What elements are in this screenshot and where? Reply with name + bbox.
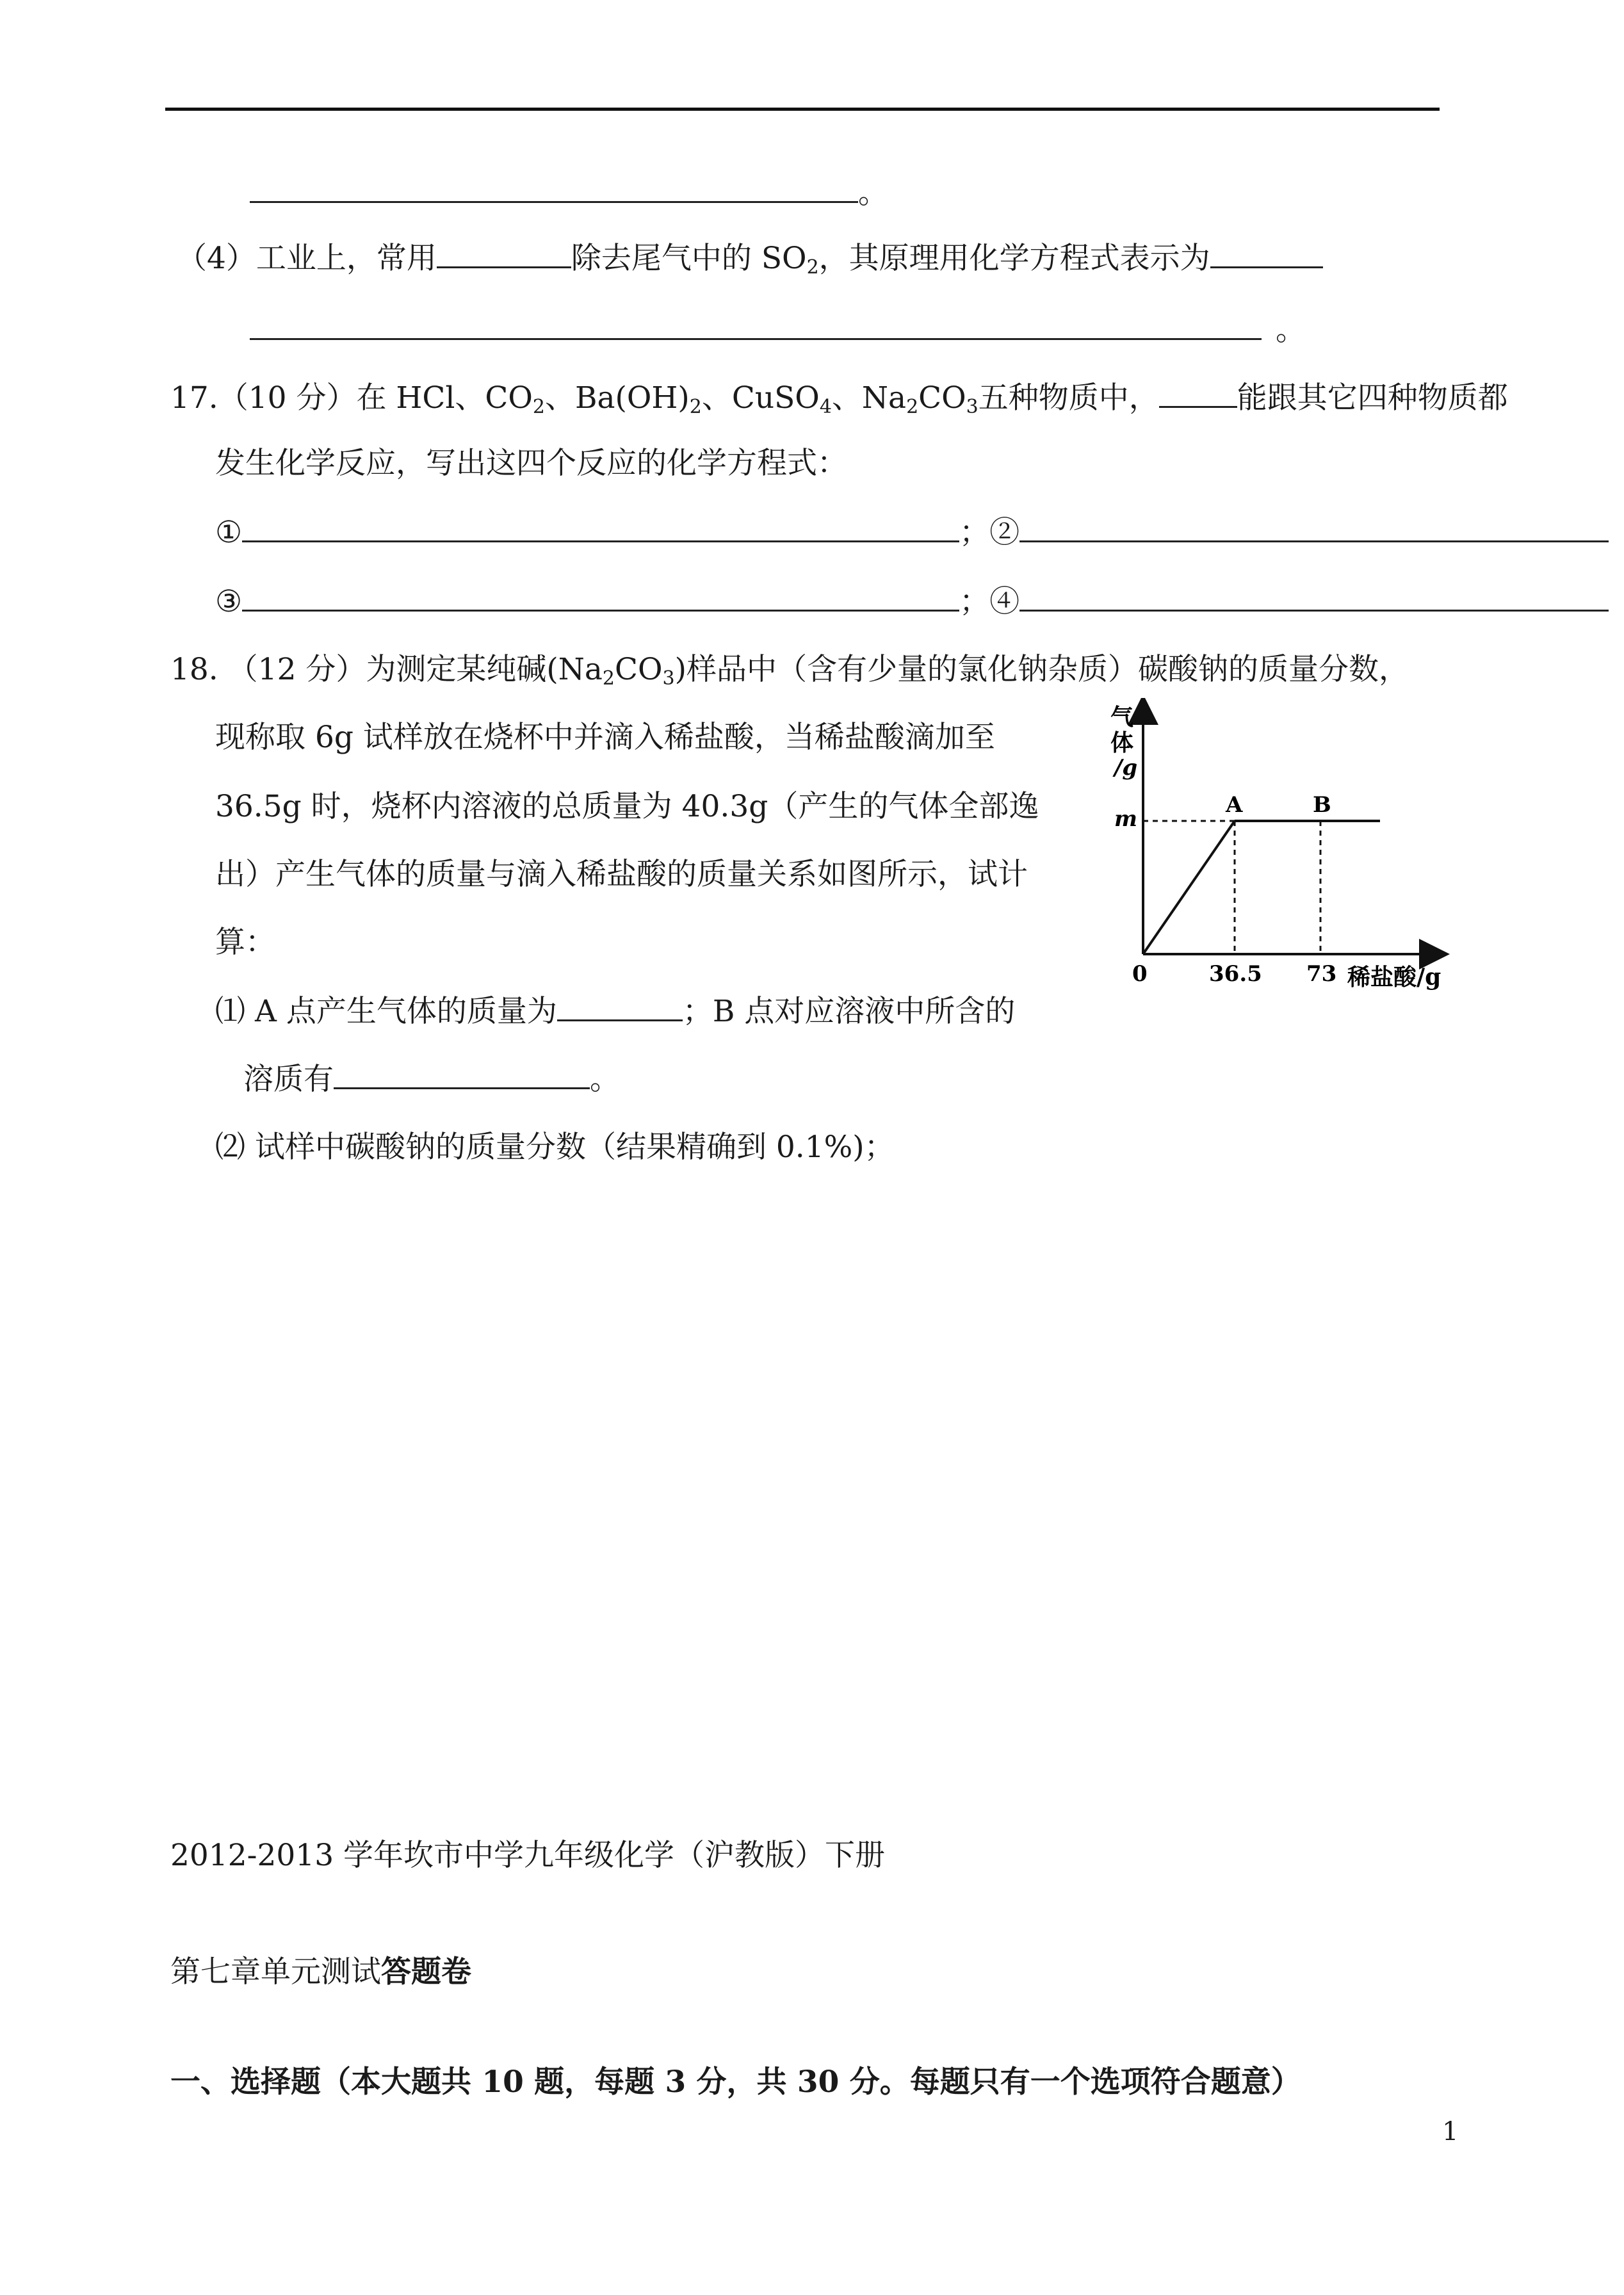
q16-item-4: （4）工业上，常用 除去尾气中的 $SO_2$，其原理用化学方程式表示为 <box>177 238 1323 278</box>
q18-para-line-1: 现称取 6g 试样放在烧杯中并滴入稀盐酸，当稀盐酸滴加至 <box>215 720 995 755</box>
section-1-heading: 一、选择题（本大题共 10 题，每题 3 分，共 30 分。每题只有一个选项符合题意） <box>170 2064 1301 2100</box>
y-label-3: /g <box>1114 755 1138 781</box>
q17-line-2: 发生化学反应，写出这四个反应的化学方程式： <box>215 446 847 481</box>
answer-blank[interactable] <box>437 238 571 268</box>
q18-para-line-4: 算： <box>215 925 275 960</box>
q16-answer-line-2: 。 <box>250 310 1306 350</box>
q16-answer-line-1: 。 <box>250 173 888 213</box>
equation-blank-1[interactable] <box>242 512 959 542</box>
q18-sub-2: ⑵ 试样中碳酸钠的质量分数（结果精确到 0.1%)； <box>215 1130 895 1165</box>
q18-stem: 18. （12 分）为测定某纯碱$(Na_2CO_3)$样品中（含有少量的氯化钠杂质）碳酸钠的质量分数， <box>170 652 1409 690</box>
q18-sub-1: ⑴ A 点产生气体的质量为 ；B 点对应溶液中所含的 <box>215 991 1015 1031</box>
q18-sub-1-cont: 溶质有 。 <box>243 1059 620 1099</box>
y-tick-m: m <box>1114 806 1137 832</box>
answer-blank[interactable] <box>250 173 858 203</box>
gas-mass-chart <box>1089 698 1473 1005</box>
equation-blank-3[interactable] <box>242 581 959 612</box>
q17-equation-row-2: ③ ；④ <box>215 581 1609 621</box>
x-tick-73: 73 <box>1306 961 1337 987</box>
answer-sheet-subtitle: 第七章单元测试答题卷 <box>170 1954 471 1990</box>
y-label-1: 气 <box>1110 704 1134 731</box>
q18-para-line-3: 出）产生气体的质量与滴入稀盐酸的质量关系如图所示，试计 <box>215 857 1028 892</box>
q17-equation-row-1: ① ；② <box>215 512 1609 552</box>
equation-blank-4[interactable] <box>1019 581 1609 612</box>
x-axis-label: 稀盐酸/g <box>1347 964 1441 991</box>
answer-blank[interactable] <box>1159 378 1237 408</box>
q17-stem: 17.（10 分）在 HCl、$CO_2$、$Ba(OH)_2$、CuSO$_4$、$Na_2CO_3$五种物质中， 能跟其它四种物质都 <box>170 378 1508 418</box>
answer-sheet-title: 2012-2013 学年坎市中学九年级化学（沪教版）下册 <box>170 1838 886 1873</box>
answer-blank[interactable] <box>1210 238 1323 268</box>
x-tick-36-5: 36.5 <box>1209 961 1262 987</box>
answer-blank[interactable] <box>334 1059 590 1089</box>
point-label-b: B <box>1313 792 1331 818</box>
answer-blank[interactable] <box>557 991 683 1021</box>
y-label-2: 体 <box>1110 729 1134 756</box>
answer-blank[interactable] <box>250 310 1262 340</box>
q18-para-line-2: 36.5g 时，烧杯内溶液的总质量为 40.3g（产生的气体全部逸 <box>215 789 1039 824</box>
equation-blank-2[interactable] <box>1019 512 1609 542</box>
page-number: 1 <box>1442 2117 1459 2146</box>
series-line-rising <box>1143 821 1235 954</box>
point-label-a: A <box>1226 792 1243 818</box>
origin-label: 0 <box>1132 961 1148 987</box>
header-rule <box>165 108 1440 111</box>
